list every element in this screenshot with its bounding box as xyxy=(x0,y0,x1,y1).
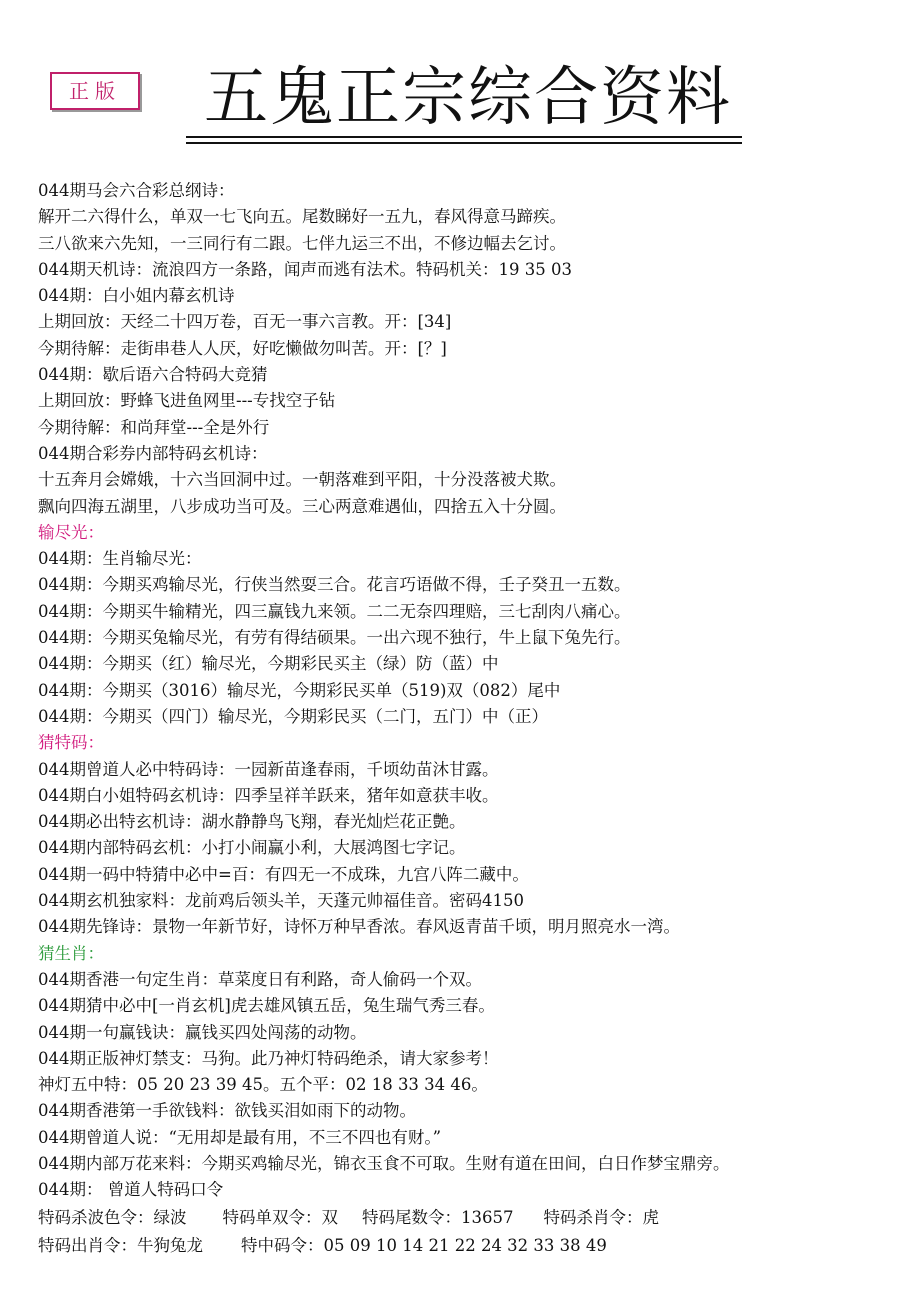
text-line: 044期一句赢钱诀：赢钱买四处闯荡的动物。 xyxy=(38,1022,367,1042)
section-header: 猜生肖： xyxy=(38,943,104,963)
code-row-1-item: 特码杀波色令：绿波 xyxy=(38,1207,187,1227)
code-row-1-item: 特码杀肖令：虎 xyxy=(543,1207,659,1227)
text-line: 044期正版神灯禁支：马狗。此乃神灯特码绝杀，请大家参考！ xyxy=(38,1048,499,1068)
text-line: 044期玄机独家料：龙前鸡后领头羊，天蓬元帅福佳音。密码4150 xyxy=(38,891,524,911)
code-row-1-item: 特码单双令：双 xyxy=(222,1207,338,1227)
section-header: 猜特码： xyxy=(38,733,104,753)
code-row-2-item: 特中码令：05 09 10 14 21 22 24 32 33 38 49 xyxy=(241,1235,607,1255)
text-line: 044期：今期买（3016）输尽光，今期彩民买单（519)双（082）尾中 xyxy=(38,680,561,700)
text-line: 上期回放：野蜂飞进鱼网里---专找空子钻 xyxy=(38,391,336,411)
content-body xyxy=(38,178,888,1260)
text-line: 044期合彩券内部特码玄机诗： xyxy=(38,443,268,463)
text-line: 今期待解：走街串巷人人厌，好吃懒做勿叫苦。开：[？] xyxy=(38,338,447,358)
text-line: 044期白小姐特码玄机诗：四季呈祥羊跃来，猪年如意获丰收。 xyxy=(38,785,499,805)
text-line: 神灯五中特：05 20 23 39 45。五个平：02 18 33 34 46。 xyxy=(38,1075,488,1095)
text-line: 044期一码中特猜中必中=百：有四无一不成珠，九宫八阵二藏中。 xyxy=(38,864,529,884)
text-line: 044期马会六合彩总纲诗： xyxy=(38,181,235,200)
text-line: 044期： 曾道人特码口令 xyxy=(38,1180,224,1200)
text-line: 今期待解：和尚拜堂---全是外行 xyxy=(38,417,270,437)
text-line: 飘向四海五湖里，八步成功当可及。三心两意难遇仙，四捨五入十分圆。 xyxy=(38,496,566,516)
text-line: 解开二六得什么，单双一七飞向五。尾数睇好一五九，春风得意马蹄疾。 xyxy=(38,207,566,227)
text-line: 044期：今期买（红）输尽光，今期彩民买主（绿）防（蓝）中 xyxy=(38,654,499,674)
text-line: 044期内部特码玄机：小打小闹赢小利，大展鸿图七字记。 xyxy=(38,838,466,858)
code-row-2-item: 特码出肖令：牛狗兔龙 xyxy=(38,1235,203,1255)
code-row-1 xyxy=(38,1204,888,1232)
text-line: 044期：歇后语六合特码大竞猜 xyxy=(38,365,268,385)
text-line: 044期：白小姐内幕玄机诗 xyxy=(38,286,235,306)
text-line: 044期：今期买（四门）输尽光，今期彩民买（二门，五门）中（正） xyxy=(38,706,548,726)
text-line: 044期曾道人说：“无用却是最有用，不三不四也有财。” xyxy=(38,1127,442,1147)
text-line: 044期内部万花来料：今期买鸡输尽光，锦衣玉食不可取。生财有道在田间，白日作梦宝鼎旁。 xyxy=(38,1153,730,1173)
text-line: 上期回放：天经二十四万卷，百无一事六言教。开：[34] xyxy=(38,312,452,332)
text-line: 044期：今期买兔输尽光，有劳有得结硕果。一出六现不独行，牛上鼠下兔先行。 xyxy=(38,628,631,648)
text-line: 044期猜中必中[一肖玄机]虎去雄风镇五岳，兔生瑞气秀三春。 xyxy=(38,996,495,1016)
text-line: 044期：今期买鸡输尽光，行侠当然耍三合。花言巧语做不得，壬子癸丑一五数。 xyxy=(38,575,631,595)
content-lines xyxy=(38,178,888,1204)
text-line: 044期天机诗：流浪四方一条路，闻声而逃有法术。特码机关：19 35 03 xyxy=(38,259,572,279)
text-line: 044期曾道人必中特码诗：一园新苗逢春雨，千顷幼苗沐甘露。 xyxy=(38,759,499,779)
text-line: 044期香港一句定生肖：草菜度日有利路，奇人偷码一个双。 xyxy=(38,969,482,989)
code-row-1-item: 特码尾数令：13657 xyxy=(362,1207,514,1227)
text-line: 044期必出特玄机诗：湖水静静鸟飞翔，春光灿烂花正艶。 xyxy=(38,812,466,832)
section-header: 输尽光： xyxy=(38,522,104,542)
code-row-2 xyxy=(38,1232,888,1260)
page-title: 五鬼正宗综合资料 xyxy=(204,61,732,135)
edition-badge: 正版 xyxy=(50,72,140,110)
text-line: 十五奔月会嫦娥，十六当回洞中过。一朝落难到平阳，十分没落被犬欺。 xyxy=(38,470,566,490)
text-line: 044期香港第一手欲钱料：欲钱买泪如雨下的动物。 xyxy=(38,1101,416,1121)
text-line: 044期：今期买牛输精光，四三赢钱九来领。二二无奈四理赔，三七刮肉八痛心。 xyxy=(38,601,631,621)
text-line: 三八欲来六先知，一三同行有二跟。七伴九运三不出，不修边幅去乞讨。 xyxy=(38,233,566,253)
text-line: 044期：生肖输尽光： xyxy=(38,549,202,569)
title-underline-second xyxy=(186,142,742,144)
text-line: 044期先锋诗：景物一年新节好，诗怀万种早香浓。春风返青苗千顷，明月照亮水一湾。 xyxy=(38,917,680,937)
title-underline xyxy=(186,136,742,138)
